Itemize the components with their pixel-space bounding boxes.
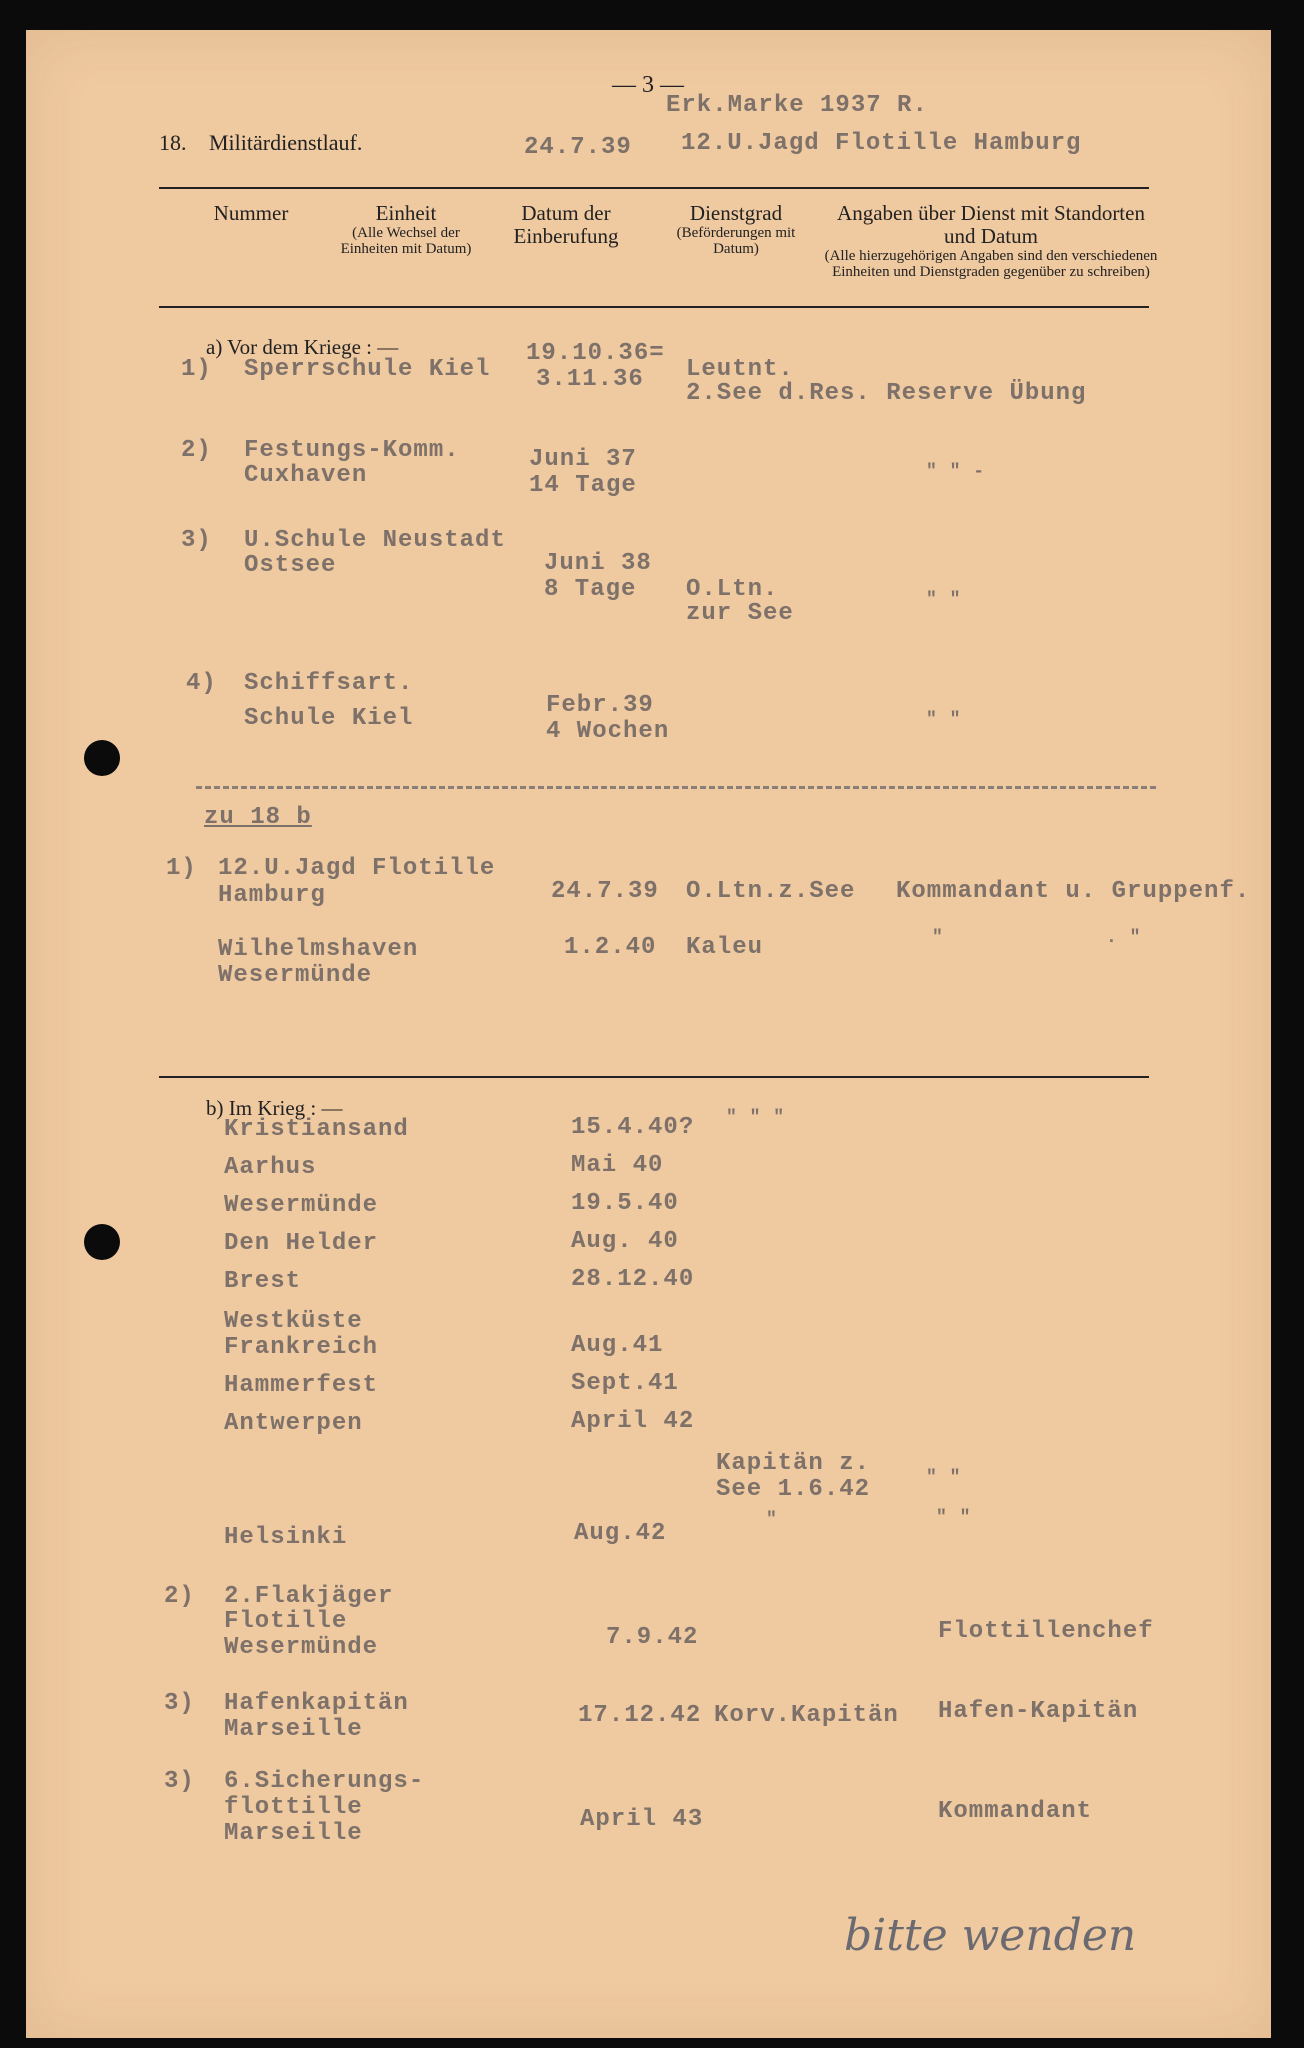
duration: 14 Tage [529,472,637,499]
location: Frankreich [224,1334,379,1361]
unit-location: Schule Kiel [244,705,414,732]
service-details: Kommandant [938,1798,1093,1825]
date: 7.9.42 [606,1624,699,1651]
row-number: 1) [166,855,197,882]
call-up-date: Juni 38 [544,550,652,577]
call-up-date: 3.11.36 [536,366,644,393]
rank: zur See [686,600,794,627]
page-number: — 3 — [612,72,684,98]
service-details: 2.See d.Res. Reserve Übung [686,380,1087,407]
location: Westküste [224,1308,363,1335]
rank: Leutnt. [686,356,794,383]
duration: 8 Tage [544,576,637,603]
column-datum: Datum der Einberufung [513,201,619,248]
rank: O.Ltn.z.See [686,878,856,905]
location: Aarhus [224,1154,317,1181]
promotion-date: See 1.6.42 [716,1476,871,1503]
rank: Kaleu [686,934,764,961]
location: Helsinki [224,1524,348,1551]
ditto-marks: " " [926,1468,962,1488]
location: Antwerpen [224,1410,363,1437]
document-page [26,30,1271,2038]
row-number: 3) [181,527,212,554]
punch-hole [84,1224,120,1260]
column-dienstgrad: Dienstgrad (Beförderungen mit Datum) [676,201,796,257]
service-details: Flottillenchef [938,1618,1154,1645]
row-number: 2) [164,1583,195,1610]
date: 28.12.40 [571,1266,695,1293]
unit-location: Wesermünde [224,1634,379,1661]
location: Den Helder [224,1230,379,1257]
ditto-mark: " [932,928,944,948]
unit-name: Festungs-Komm. [244,437,460,464]
id-tag-stamp: Erk.Marke 1937 R. [666,92,928,119]
punch-hole [84,740,120,776]
row-number: 4) [186,670,217,697]
unit-location: Wesermünde [218,962,373,989]
call-up-date: 19.10.36= [526,340,665,367]
top-entry-unit: 12.U.Jagd Flotille Hamburg [681,130,1082,157]
call-up-date: Juni 37 [529,446,637,473]
row-number: 2) [181,437,212,464]
unit-name: 6.Sicherungs- [224,1768,425,1795]
call-up-date: 1.2.40 [564,934,657,961]
date: April 42 [571,1408,695,1435]
ditto-marks: " " - [926,462,986,482]
date: 15.4.40? [571,1114,695,1141]
row-number: 3) [164,1768,195,1795]
location: Brest [224,1268,302,1295]
date: 17.12.42 [578,1702,702,1729]
row-number: 1) [181,356,212,383]
unit-name: Flotille [224,1608,348,1635]
call-up-date: Febr.39 [546,692,654,719]
section-b-rule [159,1076,1149,1078]
date: April 43 [580,1806,704,1833]
column-angaben: Angaben über Dienst mit Standorten und Datum (Alle hierzugehörigen Angaben sind den verschiedenen Einheiten und Dienstgraden gegenüber zu schreiben) [824,201,1158,280]
location: Hammerfest [224,1372,379,1399]
ditto-mark: " [766,1510,778,1530]
section-title: Militärdienstlauf. [209,130,363,155]
handwritten-note: bitte wenden [844,1910,1137,1961]
unit-name: Schiffsart. [244,670,414,697]
unit-location: Marseille [224,1716,363,1743]
rank: Korv.Kapitän [714,1702,899,1729]
section-a-label: a) Vor dem Kriege : — [206,335,399,359]
date: Aug. 40 [571,1228,679,1255]
unit-location: Cuxhaven [244,462,368,489]
unit-name: 2.Flakjäger [224,1583,394,1610]
ditto-marks: " " [926,590,962,610]
date: Sept.41 [571,1370,679,1397]
row-number: 3) [164,1690,195,1717]
location: Kristiansand [224,1116,409,1143]
column-einheit: Einheit (Alle Wechsel der Einheiten mit Datum) [340,201,472,257]
service-details: Hafen-Kapitän [938,1698,1139,1725]
unit-name: 12.U.Jagd Flotille [218,855,496,882]
ditto-mark: . " [1106,928,1142,948]
addendum-label: zu 18 b [204,804,312,831]
header-rule-bottom [159,306,1149,308]
duration: 4 Wochen [546,718,670,745]
date: Mai 40 [571,1152,664,1179]
unit-name: Hafenkapitän [224,1690,409,1717]
unit-location: Ostsee [244,552,337,579]
top-entry-date: 24.7.39 [524,134,632,161]
unit-name: flottille [224,1794,363,1821]
service-details: Kommandant u. Gruppenf. [896,878,1251,905]
unit-location: Hamburg [218,882,326,909]
promotion: Kapitän z. [716,1450,871,1477]
ditto-marks: " " [926,710,962,730]
section-b-label: b) Im Krieg : — [206,1096,343,1120]
header-rule-top [159,187,1149,189]
unit-name: Sperrschule Kiel [244,356,491,383]
date: Aug.41 [571,1332,664,1359]
rank: O.Ltn. [686,576,779,603]
unit-name: Wilhelmshaven [218,936,419,963]
ditto-marks: " " " [726,1108,786,1128]
typed-separator-line [196,786,1156,789]
date: Aug.42 [574,1520,667,1547]
call-up-date: 24.7.39 [551,878,659,905]
column-nummer: Nummer [213,201,289,225]
ditto-marks: " " [936,1508,972,1528]
unit-location: Marseille [224,1820,363,1847]
date: 19.5.40 [571,1190,679,1217]
location: Wesermünde [224,1192,379,1219]
section-number: 18. [159,130,187,155]
unit-name: U.Schule Neustadt [244,527,506,554]
